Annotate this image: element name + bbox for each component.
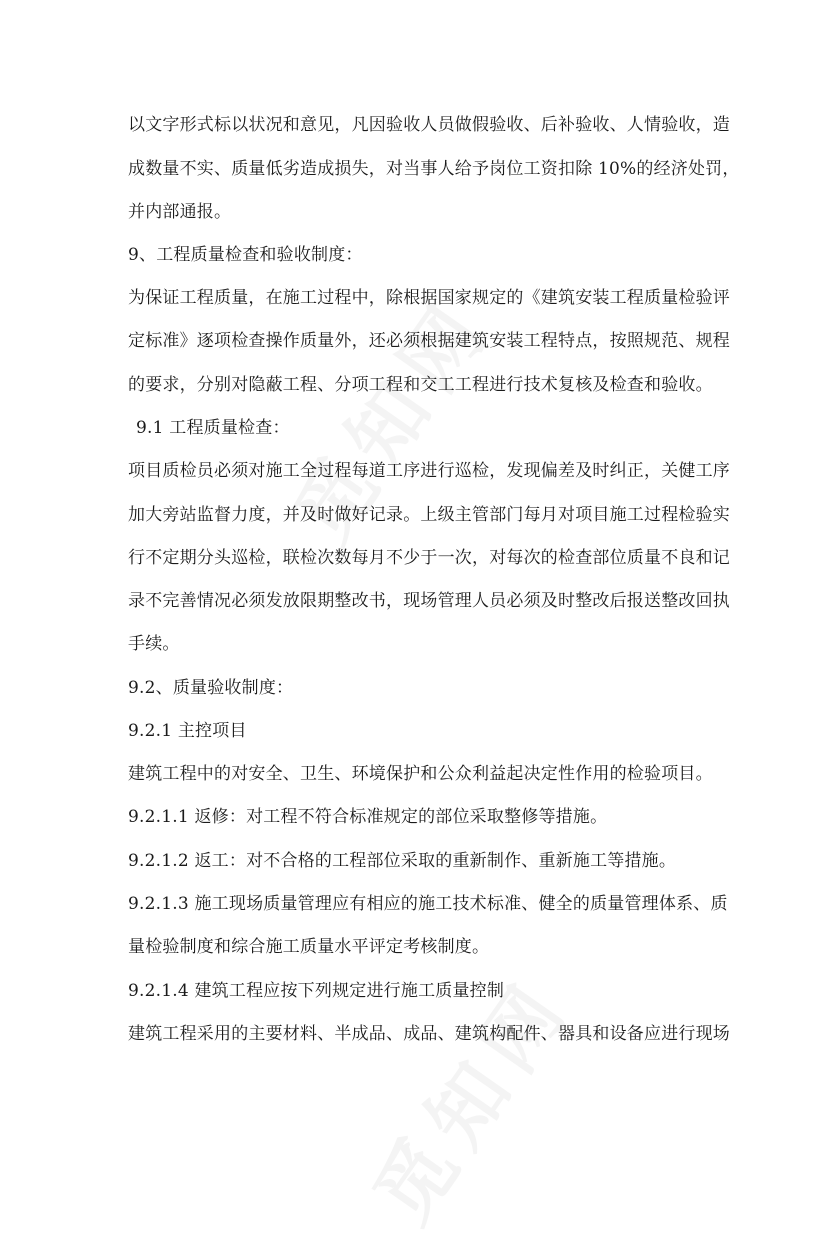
paragraph-line: 为保证工程质量，在施工过程中，除根据国家规定的《建筑安装工程质量检验评 xyxy=(128,288,730,308)
paragraph-line: 9.2.1.1 返修：对工程不符合标准规定的部位采取整修等措施。 xyxy=(128,807,608,827)
paragraph-line: 定标准》逐项检查操作质量外，还必须根据建筑安装工程特点，按照规范、规程 xyxy=(128,331,730,351)
paragraph-line: 的要求，分别对隐蔽工程、分项工程和交工工程进行技术复核及检查和验收。 xyxy=(128,375,713,395)
paragraph-line: 加大旁站监督力度，并及时做好记录。上级主管部门每月对项目施工过程检验实 xyxy=(128,505,730,525)
paragraph-line: 建筑工程采用的主要材料、半成品、成品、建筑构配件、器具和设备应进行现场 xyxy=(128,1024,730,1044)
paragraph-line: 以文字形式标以状况和意见，凡因验收人员做假验收、后补验收、人情验收，造 xyxy=(128,115,730,135)
paragraph-line: 手续。 xyxy=(128,634,180,654)
subsection-heading: 9.1 工程质量检查： xyxy=(136,418,290,438)
paragraph-line: 9.2.1.4 建筑工程应按下列规定进行施工质量控制 xyxy=(128,981,505,1001)
paragraph-line: 9.2.1.3 施工现场质量管理应有相应的施工技术标准、健全的质量管理体系、质 xyxy=(128,894,728,914)
subsection-heading: 9.2.1 主控项目 xyxy=(128,721,247,741)
paragraph-line: 量检验制度和综合施工质量水平评定考核制度。 xyxy=(128,937,490,957)
paragraph-line: 成数量不实、质量低劣造成损失，对当事人给予岗位工资扣除 10%的经济处罚， xyxy=(128,159,740,179)
paragraph-line: 项目质检员必须对施工全过程每道工序进行巡检，发现偏差及时纠正，关健工序 xyxy=(128,461,730,481)
paragraph-line: 行不定期分头巡检，联检次数每月不少于一次，对每次的检查部位质量不良和记 xyxy=(128,548,730,568)
paragraph-line: 录不完善情况必须发放限期整改书，现场管理人员必须及时整改后报送整改回执 xyxy=(128,591,730,611)
section-heading: 9、工程质量检查和验收制度： xyxy=(128,245,363,265)
paragraph-line: 建筑工程中的对安全、卫生、环境保护和公众利益起决定性作用的检验项目。 xyxy=(128,764,713,784)
paragraph-line: 并内部通报。 xyxy=(128,202,232,222)
paragraph-line: 9.2.1.2 返工：对不合格的工程部位采取的重新制作、重新施工等措施。 xyxy=(128,851,677,871)
subsection-heading: 9.2、质量验收制度： xyxy=(128,678,294,698)
